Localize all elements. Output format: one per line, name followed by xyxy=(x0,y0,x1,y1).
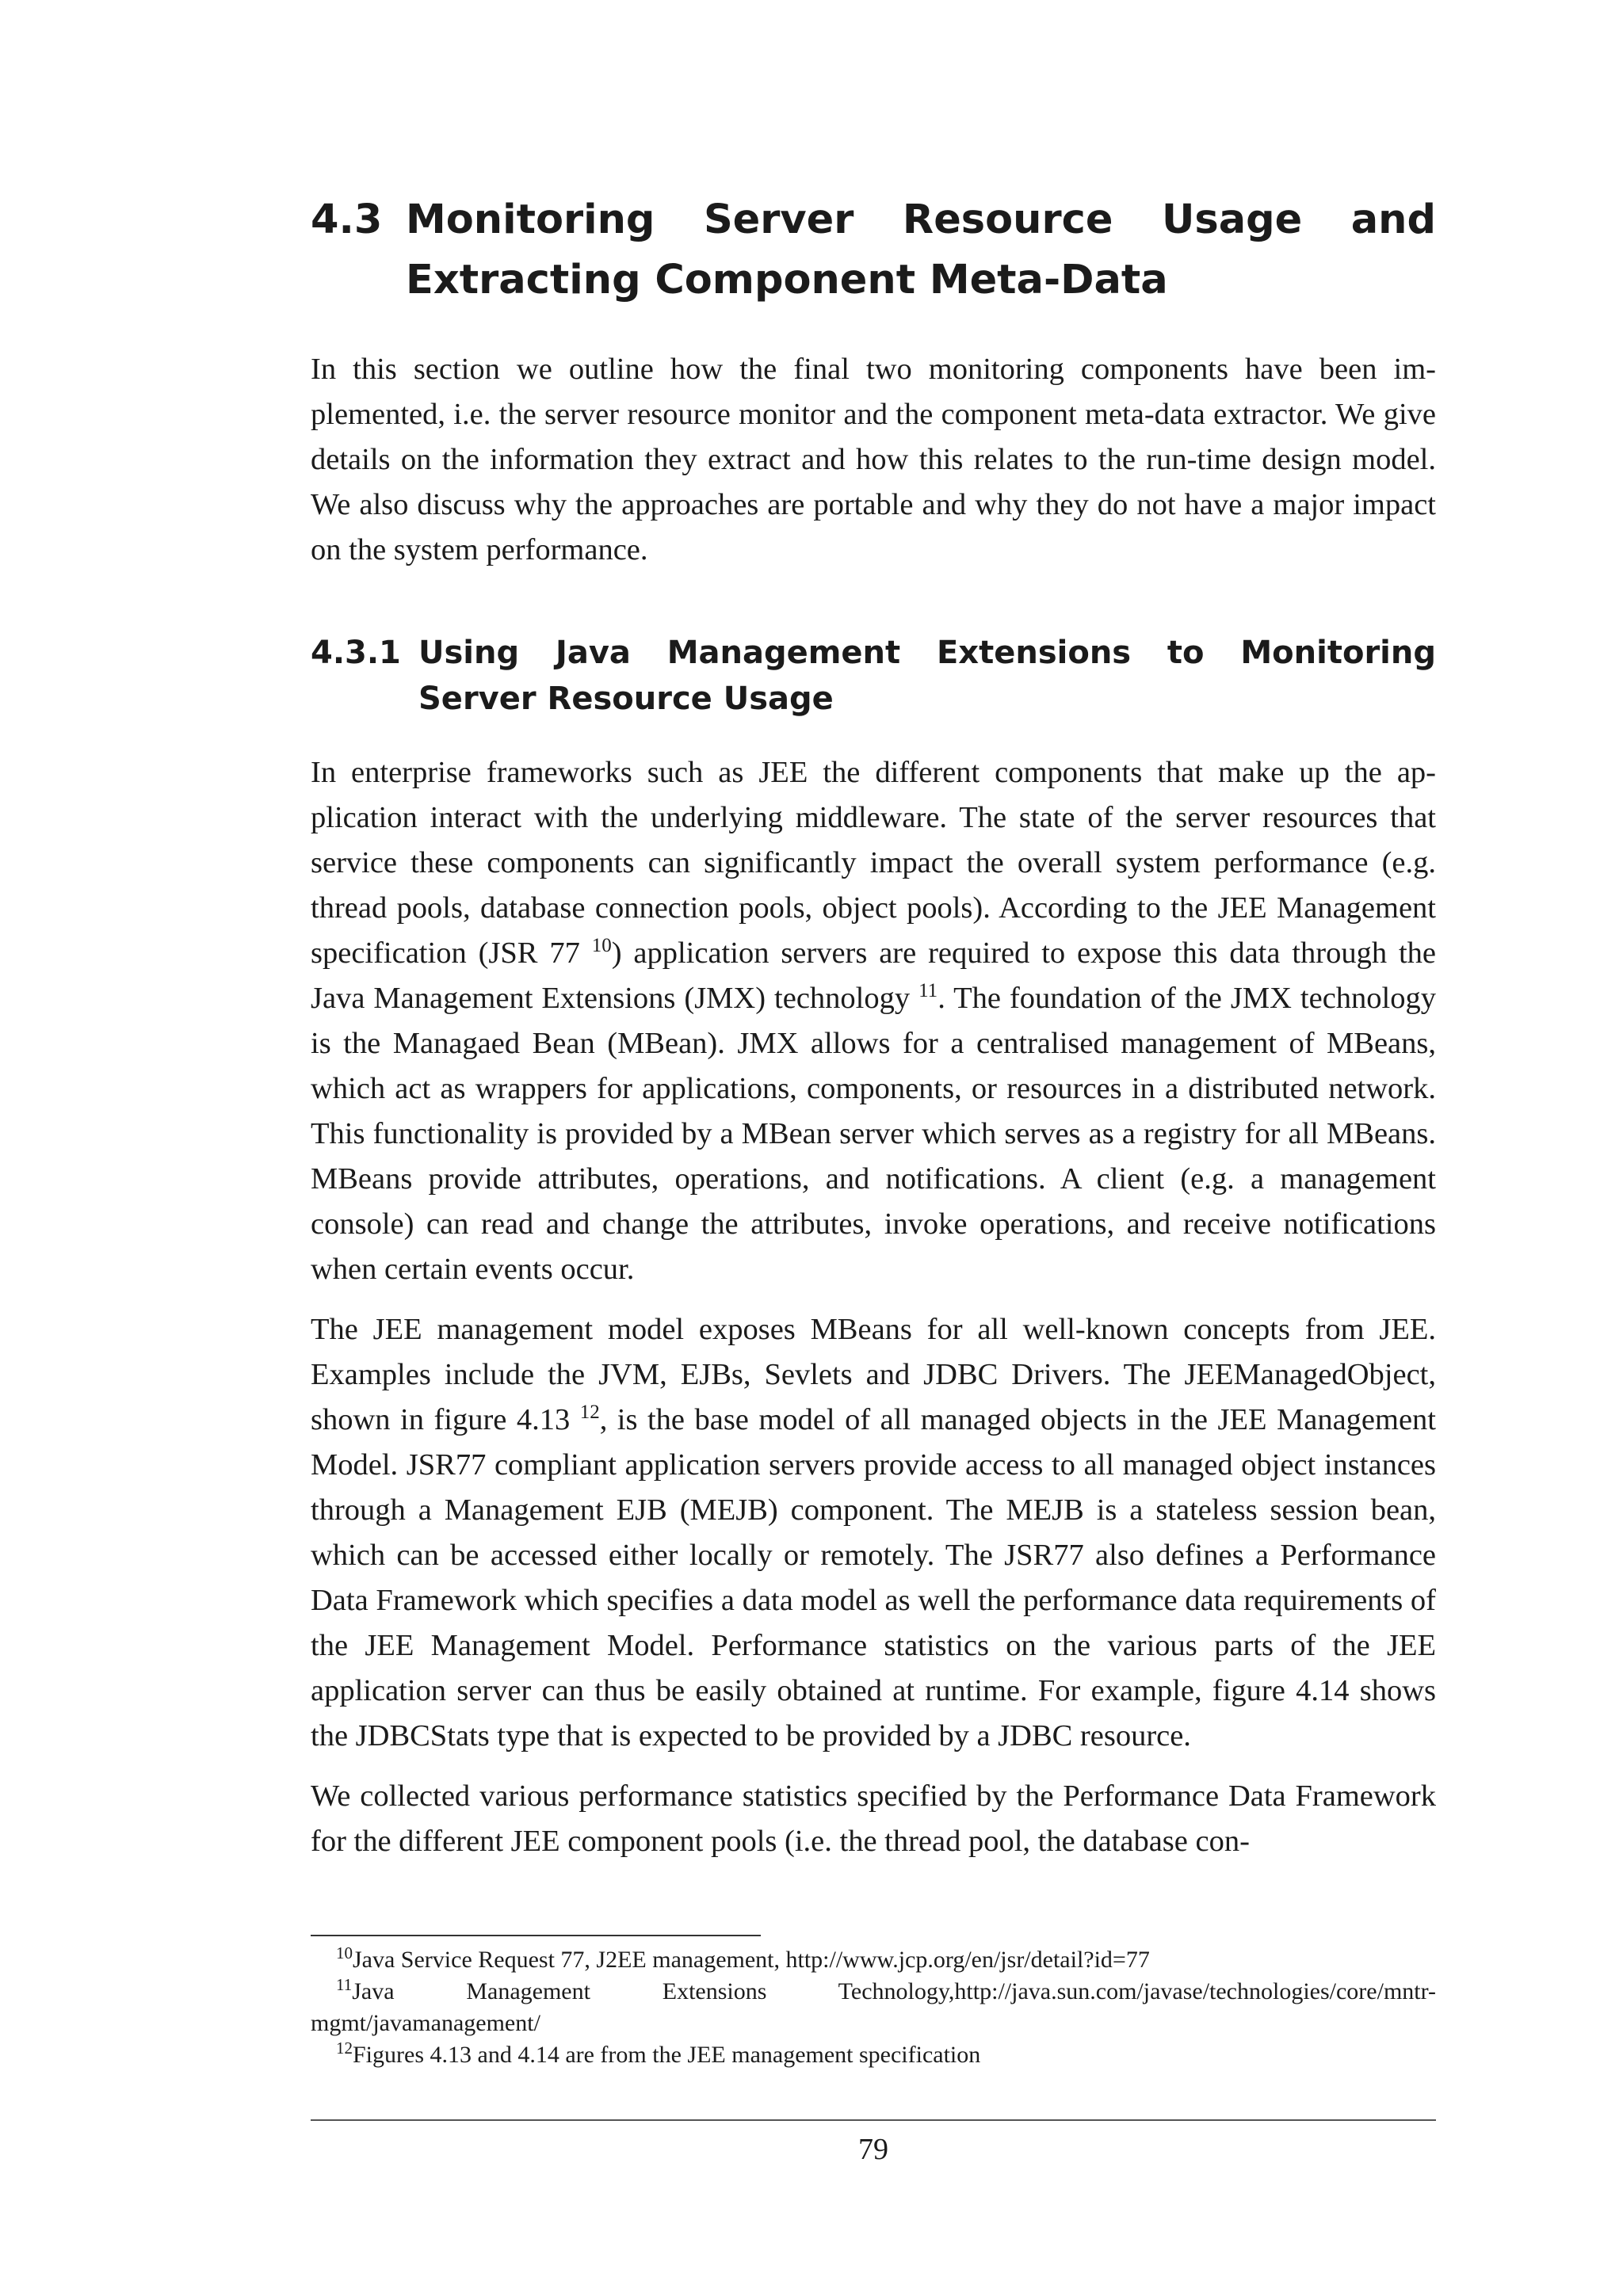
page-number: 79 xyxy=(858,2133,888,2166)
footnote-ref-12: 12 xyxy=(579,1402,600,1424)
subsection-title: Using Java Management Extensions to Monitoring Server Resource Usage xyxy=(418,635,1436,717)
footnote xyxy=(311,1944,1436,1976)
paragraph-text: ) application servers are required to expose this data through the Java Management Extensions (JMX) technology xyxy=(311,936,1436,1015)
subsection-number: 4.3.1 xyxy=(311,635,401,671)
body-paragraph-1 xyxy=(311,750,1436,1292)
footnote-mark: 12 xyxy=(336,2039,353,2058)
paragraph-text: In enterprise frameworks such as JEE the different components that make up the application interact with the underlying middleware. The state of the server resources that service these components can significantly impact the overall system performance (e.g. thread pools, database connection pools, object pools). According to the JEE Management specification (JSR 77 xyxy=(311,756,1436,970)
footnote-ref-11: 11 xyxy=(918,980,938,1002)
section-intro-paragraph: In this section we outline how the final two monitoring components have been implemented, i.e. the server resource monitor and the component meta-data extractor. We give details on the information they extract and how this relates to the run-time design model. We also discuss why the approaches are portable and why they do not have a major impact on the system performance. xyxy=(311,353,1436,566)
paragraph-text: , is the base model of all managed objects in the JEE Management Model. JSR77 compliant application servers provide access to all managed object instances through a Management EJB (MEJB) component. The MEJB is a stateless session bean, which can be accessed either locally or remotely. The JSR77 also defines a Performance Data Framework which specifies a data model as well the performance data requirements of the JEE Management Model. Performance statistics on the various parts of the JEE application server can thus be easily obtained at runtime. For example, figure 4.14 shows the JDBCStats type that is expected to be provided by a JDBC resource. xyxy=(311,1403,1436,1753)
section-heading xyxy=(311,190,1436,311)
footnote xyxy=(311,2039,1436,2071)
page-body xyxy=(311,190,1436,1864)
footnote-mark: 10 xyxy=(336,1943,353,1962)
footnote-text: Java Service Request 77, J2EE management, http://www.jcp.org/en/jsr/detail?id=77 xyxy=(353,1947,1150,1973)
section-number: 4.3 xyxy=(311,196,383,243)
paragraph-text: . The foundation of the JMX technology is the Managaed Bean (MBean). JMX allows for a centralised management of MBeans, which act as wrappers for applications, components, or resources in a distributed network. This functionality is provided by a MBean server which serves as a registry for all MBeans. MBeans provide attributes, operations, and notifications. A client (e.g. a management console) can read and change the attributes, invoke operations, and receive notifications when certain events occur. xyxy=(311,982,1436,1286)
body-paragraph-2 xyxy=(311,1307,1436,1759)
footnote-mark: 11 xyxy=(336,1975,353,1994)
paragraph-text: The JEE management model exposes MBeans for all well-known concepts from JEE. Examples include the JVM, EJBs, Sevlets and JDBC Drivers. The JEEManagedObject, shown in figure 4.13 xyxy=(311,1313,1436,1436)
section-title: Monitoring Server Resource Usage and Extracting Component Meta-Data xyxy=(406,196,1436,303)
footnote-rule xyxy=(311,1935,761,1936)
page-footer-rule xyxy=(311,2119,1436,2121)
footnote-text: Java Management Extensions Technology,http://java.sun.com/javase/technologies/core/mntr-mgmt/javamanagement/ xyxy=(311,1978,1436,2036)
footnotes xyxy=(311,1944,1436,2071)
body-paragraph-3: We collected various performance statistics specified by the Performance Data Framework for the different JEE component pools (i.e. the thread pool, the database con- xyxy=(311,1779,1436,1858)
footnote-ref-10: 10 xyxy=(591,935,612,957)
footnote-text: Figures 4.13 and 4.14 are from the JEE management specification xyxy=(353,2042,981,2068)
subsection-heading xyxy=(311,630,1436,722)
footnote xyxy=(311,1976,1436,2039)
